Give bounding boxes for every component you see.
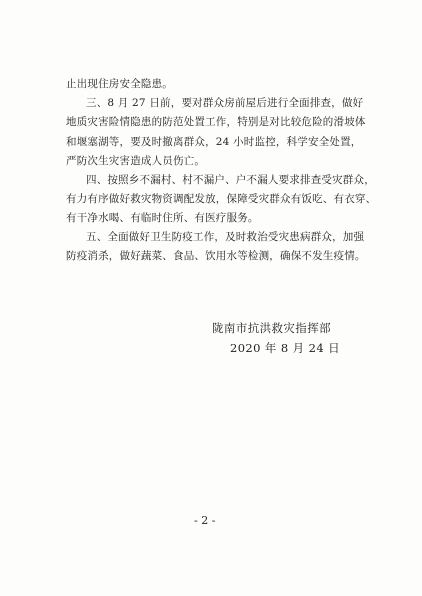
body-text-line: 五、全面做好卫生防疫工作，及时救治受灾患病群众，加强: [86, 231, 365, 243]
body-text-line: 三、8 月 27 日前，要对群众房前屋后进行全面排查，做好: [86, 97, 364, 109]
issuing-organization: 陇南市抗洪救灾指挥部: [212, 321, 331, 335]
body-text-line: 四、按照乡不漏村、村不漏户、户不漏人要求排查受灾群众，: [86, 174, 375, 186]
body-text-line: 地质灾害险情隐患的防范处置工作，特别是对比较危险的滑坡体: [66, 116, 366, 128]
body-text-line: 防疫消杀，做好蔬菜、食品、饮用水等检测，确保不发生疫情。: [66, 250, 366, 262]
body-text-line: 止出现住房安全隐患。: [66, 78, 173, 90]
body-text-line: 有干净水喝、有临时住所、有医疗服务。: [66, 212, 259, 224]
body-text-line: 和堰塞湖等，要及时撤离群众，24 小时监控，科学安全处置，: [66, 136, 362, 148]
issue-date: 2020 年 8 月 24 日: [230, 341, 340, 355]
page-number: - 2 -: [194, 514, 216, 527]
body-text-line: 有力有序做好救灾物资调配发放，保障受灾群众有饭吃、有衣穿、: [66, 193, 377, 205]
body-text-line: 严防次生灾害造成人员伤亡。: [66, 155, 206, 167]
